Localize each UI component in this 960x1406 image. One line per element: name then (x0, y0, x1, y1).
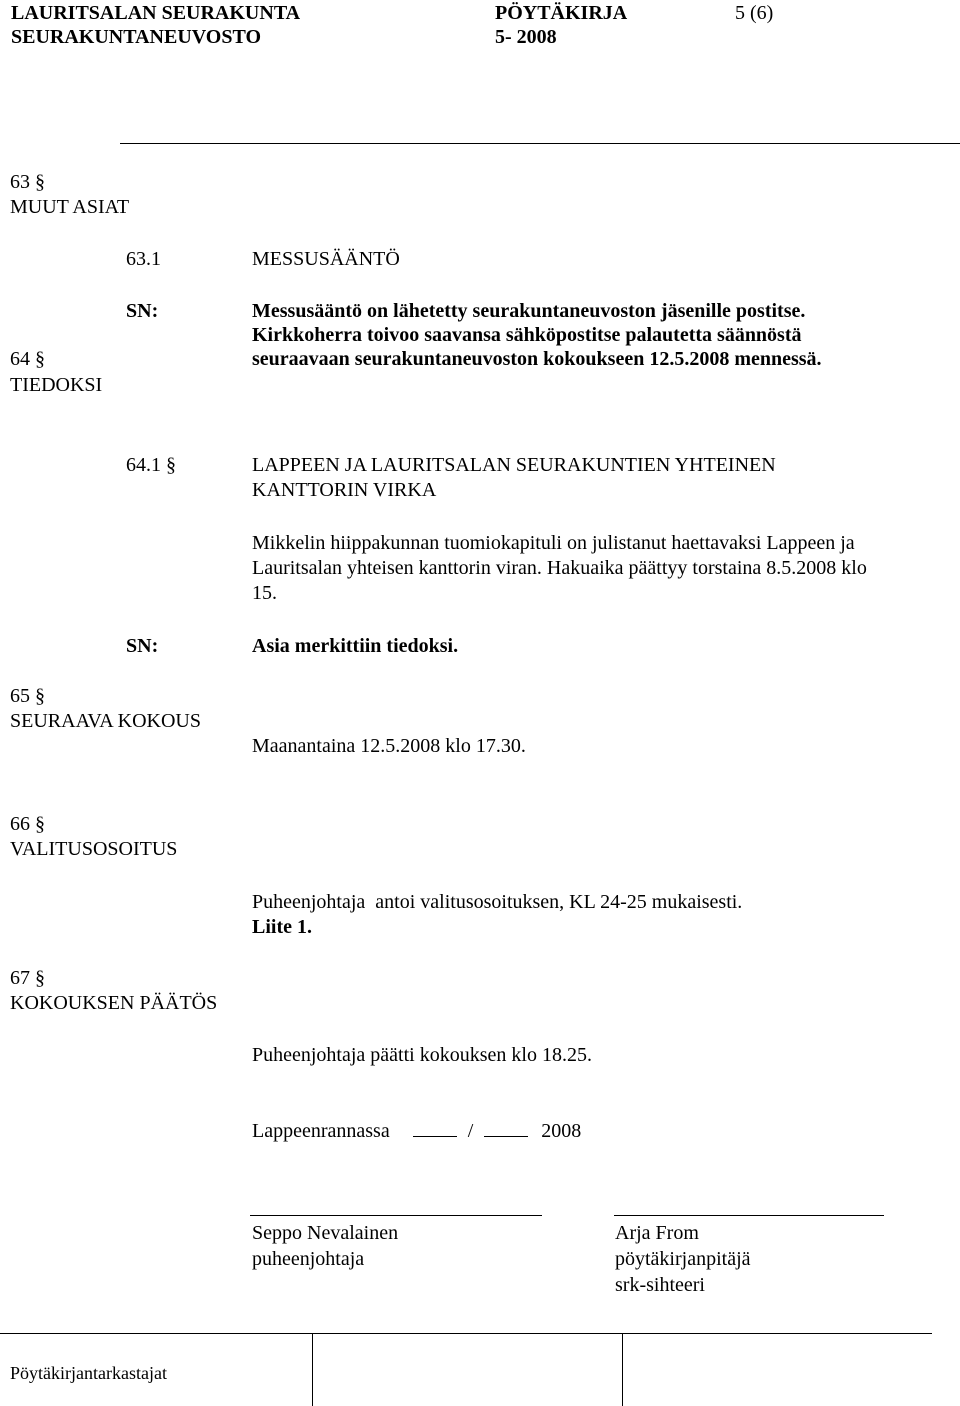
header-page-number: 5 (6) (735, 2, 774, 24)
signature-place-date (252, 1118, 581, 1144)
right-signer-role-2: srk-sihteeri (615, 1274, 705, 1296)
section-63-number: 63 § (10, 171, 45, 193)
section-66-attachment: Liite 1. (252, 916, 312, 938)
header-doc-type: PÖYTÄKIRJA (495, 2, 628, 24)
right-signer-name: Arja From (615, 1222, 699, 1244)
signature-year: 2008 (541, 1120, 582, 1142)
section-65-number: 65 § (10, 685, 45, 707)
subsection-63-1-number: 63.1 (126, 248, 161, 270)
left-signer-role: puheenjohtaja (252, 1248, 365, 1270)
section-64-text-line-1: Mikkelin hiippakunnan tuomiokapituli on julistanut haettavaksi Lappeen ja (252, 532, 855, 554)
section-66-text: Puheenjohtaja antoi valitusosoituksen, KL 24-25 mukaisesti. (252, 891, 743, 913)
day-blank (413, 1118, 457, 1137)
section-67-text: Puheenjohtaja päätti kokouksen klo 18.25. (252, 1044, 592, 1066)
right-signer-role-1: pöytäkirjanpitäjä (615, 1248, 751, 1270)
date-separator: / (467, 1120, 474, 1142)
subsection-63-1-title: MESSUSÄÄNTÖ (252, 248, 400, 270)
section-63-text-line-1: Messusääntö on lähetetty seurakuntaneuvoston jäsenille postitse. (252, 300, 806, 322)
section-67-title: KOKOUKSEN PÄÄTÖS (10, 992, 218, 1014)
footer-divider-2 (622, 1333, 623, 1406)
section-66-number: 66 § (10, 813, 45, 835)
section-63-text-line-3: seuraavaan seurakuntaneuvoston kokoukseen 12.5.2008 mennessä. (252, 348, 822, 370)
subsection-64-1-title-line-1: LAPPEEN JA LAURITSALAN SEURAKUNTIEN YHTEINEN (252, 454, 776, 476)
section-66-title: VALITUSOSOITUS (10, 838, 178, 860)
header-org: LAURITSALAN SEURAKUNTA (11, 2, 301, 24)
header-rule (120, 143, 960, 144)
right-signature-line (614, 1215, 884, 1216)
left-signature-line (250, 1215, 542, 1216)
subsection-64-1-title-line-2: KANTTORIN VIRKA (252, 479, 437, 501)
section-64-sn-label: SN: (126, 635, 159, 657)
signature-place: Lappeenrannassa (252, 1120, 390, 1142)
section-65-title: SEURAAVA KOKOUS (10, 710, 201, 732)
section-64-title: TIEDOKSI (10, 374, 103, 396)
subsection-64-1-number: 64.1 § (126, 454, 176, 476)
section-67-number: 67 § (10, 967, 45, 989)
section-64-text-line-2: Lauritsalan yhteisen kanttorin viran. Hakuaika päättyy torstaina 8.5.2008 klo (252, 557, 867, 579)
header-meeting: 5- 2008 (495, 26, 557, 48)
section-64-number: 64 § (10, 348, 45, 370)
footer-divider-1 (312, 1333, 313, 1406)
section-63-sn-label: SN: (126, 300, 159, 322)
section-64-decision: Asia merkittiin tiedoksi. (252, 635, 459, 657)
header-body: SEURAKUNTANEUVOSTO (11, 26, 262, 48)
footer-label: Pöytäkirjantarkastajat (10, 1363, 167, 1383)
footer-top-rule (0, 1333, 932, 1334)
month-blank (484, 1118, 528, 1137)
section-63-title: MUUT ASIAT (10, 196, 130, 218)
section-64-text-line-3: 15. (252, 582, 277, 604)
section-65-text: Maanantaina 12.5.2008 klo 17.30. (252, 735, 526, 757)
section-63-text-line-2: Kirkkoherra toivoo saavansa sähköpostitse palautetta säännöstä (252, 324, 802, 346)
left-signer-name: Seppo Nevalainen (252, 1222, 399, 1244)
